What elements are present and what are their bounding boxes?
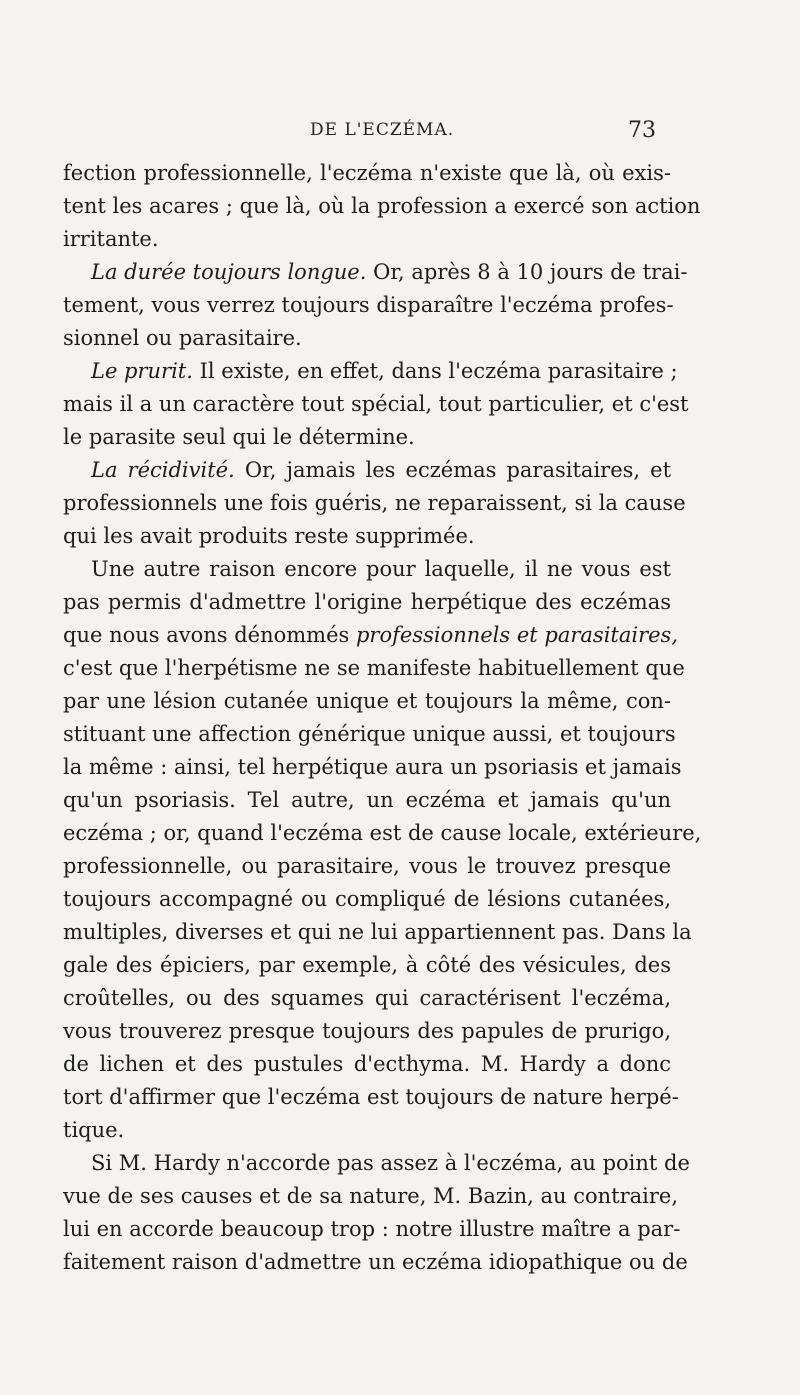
text-line: c'est que l'herpétisme ne se manifeste habituellement que (63, 656, 685, 680)
section-heading-italic: La durée toujours longue. (91, 260, 367, 284)
section-heading-italic: La récidivité. (91, 458, 235, 482)
text-line: Une autre raison encore pour laquelle, il ne vous est (91, 557, 671, 581)
text-line: croûtelles, ou des squames qui caractérisent l'eczéma, (63, 986, 671, 1010)
text-line: tort d'affirmer que l'eczéma est toujours de nature herpé- (63, 1085, 679, 1109)
text-line: La durée toujours longue. Or, après 8 à 10 jours de trai- (91, 260, 688, 284)
text-line: Si M. Hardy n'accorde pas assez à l'eczéma, au point de (91, 1151, 690, 1175)
text-line: irritante. (63, 227, 159, 251)
text-line: toujours accompagné ou compliqué de lésions cutanées, (63, 887, 671, 911)
text-line: le parasite seul qui le détermine. (63, 425, 415, 449)
text-line: qui les avait produits reste supprimée. (63, 524, 475, 548)
text-line: tent les acares ; que là, où la profession a exercé son action (63, 194, 701, 218)
text-line: professionnels une fois guéris, ne reparaissent, si la cause (63, 491, 686, 515)
page-number: 73 (628, 118, 656, 143)
text-line: qu'un psoriasis. Tel autre, un eczéma et jamais qu'un (63, 788, 671, 812)
text-line: pas permis d'admettre l'origine herpétique des eczémas (63, 590, 671, 614)
text-line: sionnel ou parasitaire. (63, 326, 302, 350)
text-line: lui en accorde beaucoup trop : notre illustre maître a par- (63, 1217, 681, 1241)
text-line: professionnelle, ou parasitaire, vous le trouvez presque (63, 854, 671, 878)
text-line: par une lésion cutanée unique et toujours la même, con- (63, 689, 671, 713)
text-line: tement, vous verrez toujours disparaître l'eczéma profes- (63, 293, 674, 317)
text-line: La récidivité. Or, jamais les eczémas parasitaires, et (91, 458, 672, 482)
section-heading-italic: Le prurit. (91, 359, 193, 383)
italic-phrase: professionnels et parasitaires, (355, 623, 679, 647)
text-line: fection professionnelle, l'eczéma n'existe que là, où exis- (63, 161, 671, 185)
text-line: vue de ses causes et de sa nature, M. Bazin, au contraire, (63, 1184, 679, 1208)
text-line: que nous avons dénommés professionnels et parasitaires, (63, 623, 679, 647)
text-line: Le prurit. Il existe, en effet, dans l'eczéma parasitaire ; (91, 359, 678, 383)
text-line: eczéma ; or, quand l'eczéma est de cause locale, extérieure, (63, 821, 702, 845)
text-line: multiples, diverses et qui ne lui appartiennent pas. Dans la (63, 920, 692, 944)
text-line: mais il a un caractère tout spécial, tout particulier, et c'est (63, 392, 689, 416)
text-line: faitement raison d'admettre un eczéma idiopathique ou de (63, 1250, 688, 1274)
text-line: tique. (63, 1118, 125, 1142)
text-line: vous trouverez presque toujours des papules de prurigo, (63, 1019, 671, 1043)
body-text (63, 157, 702, 1279)
running-head: DE L'ECZÉMA. (310, 120, 455, 140)
text-line: stituant une affection générique unique aussi, et toujours (63, 722, 676, 746)
text-line: la même : ainsi, tel herpétique aura un psoriasis et jamais (63, 755, 682, 779)
text-line: gale des épiciers, par exemple, à côté des vésicules, des (63, 953, 671, 977)
text-line: de lichen et des pustules d'ecthyma. M. Hardy a donc (63, 1052, 671, 1076)
